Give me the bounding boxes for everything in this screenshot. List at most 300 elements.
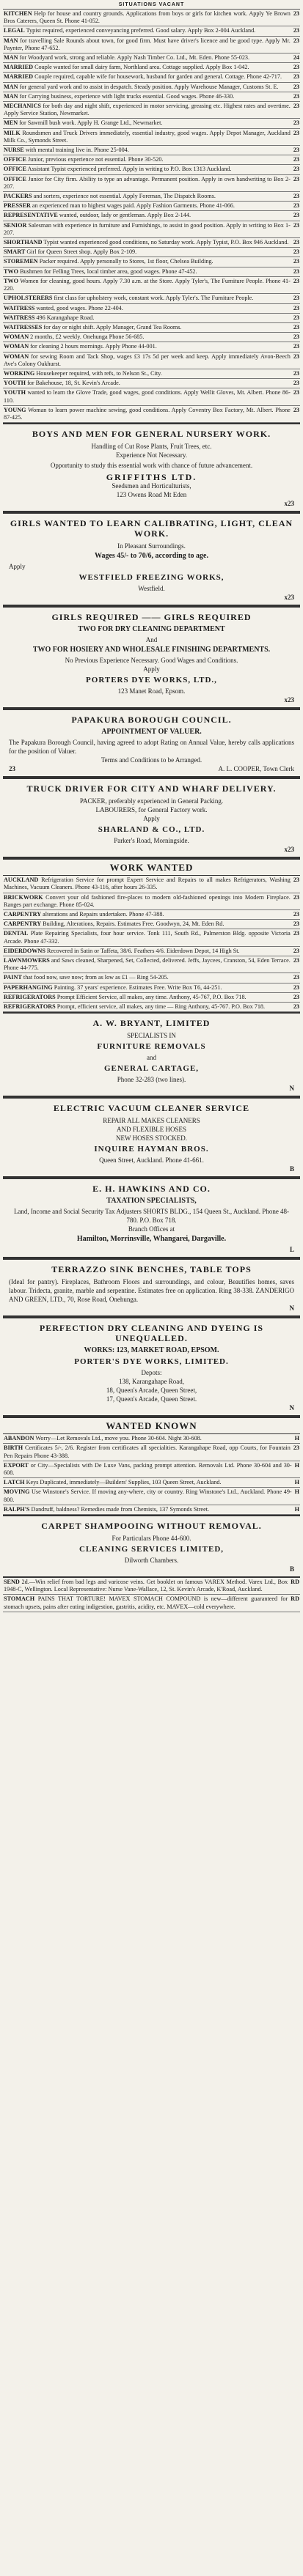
ad-vacuum-line-1: REPAIR ALL MAKES CLEANERS	[103, 1117, 200, 1125]
entry-text: 496 Karangahape Road.	[36, 314, 95, 321]
entry-ref: 23	[293, 92, 299, 100]
wanted-known-list	[3, 1434, 300, 1515]
ad-nursery-address: 123 Owens Road Mt Eden	[116, 491, 187, 499]
ad-porters-firm: PORTER'S DYE WORKS, LIMITED.	[74, 1357, 229, 1367]
ad-carpet-ref: B	[289, 1565, 294, 1573]
list-item	[3, 129, 300, 146]
ad-calibrating	[3, 512, 300, 606]
list-item	[3, 37, 300, 53]
ad-calibrating-location: Westfield.	[138, 585, 165, 593]
ad-truck-ref: x23	[284, 846, 294, 854]
entry-keyword: WOMAN	[4, 343, 29, 350]
ad-terrazzo	[3, 1258, 300, 1317]
list-item	[3, 211, 300, 221]
entry-keyword: SEND	[4, 1579, 20, 1586]
entry-ref: 23	[293, 353, 299, 360]
list-item	[3, 192, 300, 202]
ad-bryant	[3, 1012, 300, 1097]
entry-text: 2d.—Win relief from bad legs and varicose veins. Get booklet on famous VAREX Method. Varex Ltd., Box 1948-C, Wellington. Local Representative: Nurse Vane-Wallace, 12, St. Kevin's Arcade, K'Road, Auckland.	[4, 1579, 288, 1593]
entry-keyword: REPRESENTATIVE	[4, 212, 58, 219]
entry-keyword: MILK	[4, 129, 21, 136]
list-item	[3, 910, 300, 920]
list-item	[3, 257, 300, 267]
wanted-known-list-2	[3, 1578, 300, 1612]
entry-keyword: REFRIGERATORS	[4, 1003, 56, 1010]
list-item	[3, 146, 300, 155]
entry-text: for sewing Room and Tack Shop, wages £3 17s 5d per week and keep. Apply immediately Avon-Beech Ave's Colony Oakhurst.	[4, 353, 291, 367]
entry-text: wanted, good wages. Phone 22-404.	[36, 304, 123, 311]
list-item	[3, 1478, 300, 1488]
situations-vacant-list	[3, 10, 300, 423]
entry-text: for Carrying business, experience with light trucks essential. Good wages. Phone 46-330.	[19, 92, 235, 100]
ad-bryant-ref: N	[289, 1085, 294, 1093]
ad-porters-depot-3: 17, Queen's Arcade, Queen Street.	[106, 1395, 197, 1403]
entry-text: alterations and Repairs undertaken. Phone 47-388.	[43, 910, 164, 918]
entry-ref: H	[294, 1435, 299, 1442]
entry-keyword: SHORTHAND	[4, 239, 43, 246]
entry-ref: 24	[293, 54, 299, 62]
list-item	[3, 379, 300, 388]
ad-papakura-signed: A. L. COOPER,	[218, 765, 262, 773]
list-item	[3, 342, 300, 352]
ad-dry-clean-line-1: TWO FOR DRY CLEANING DEPARTMENT	[78, 625, 225, 634]
entry-text: Prompt, efficient service, all makes, any time — Ring Anthony, 45-767. P.O. Box 718.	[56, 1003, 266, 1010]
entry-keyword: MAN	[4, 54, 18, 62]
list-item	[3, 388, 300, 405]
list-item	[3, 983, 300, 993]
list-item	[3, 26, 300, 36]
entry-keyword: BIRTH	[4, 1444, 23, 1452]
list-item	[3, 353, 300, 369]
entry-ref: 23	[293, 202, 299, 210]
ad-truck	[3, 778, 300, 858]
entry-ref: H	[294, 1461, 299, 1469]
list-item	[3, 947, 300, 956]
ad-dry-clean-address: 123 Manet Road, Epsom.	[117, 687, 186, 695]
entry-keyword: UPHOLSTERERS	[4, 295, 53, 302]
list-item	[3, 248, 300, 257]
ad-nursery-body: Opportunity to study this essential work with chance of future advancement.	[50, 462, 253, 470]
entry-keyword: DENTAL	[4, 930, 29, 937]
entry-ref: 23	[293, 267, 299, 275]
ad-vacuum-line-3: NEW HOSES STOCKED.	[116, 1134, 187, 1143]
list-item	[3, 202, 300, 211]
entry-text: Woman to learn power machine sewing, good conditions. Apply Coventry Box Factory, Mt. Albert. Phone 87-425.	[4, 406, 291, 421]
entry-text: that food now, save now; from as low as £1 — Ring 54-205.	[23, 974, 169, 981]
entry-ref: 23	[293, 103, 299, 110]
ad-hawkins-title: E. H. HAWKINS AND CO.	[92, 1184, 211, 1195]
entry-keyword: MAN	[4, 37, 18, 44]
entry-ref: 23	[293, 119, 299, 127]
entry-keyword: KITCHEN	[4, 10, 32, 17]
entry-keyword: SENIOR	[4, 221, 27, 229]
entry-keyword: WAITRESS	[4, 304, 35, 311]
list-item	[3, 267, 300, 277]
ad-hawkins-branches: Branch Offices at	[128, 1225, 175, 1233]
entry-keyword: REFRIGERATORS	[4, 993, 56, 1000]
entry-ref: 23	[293, 389, 299, 396]
list-item	[3, 876, 300, 893]
entry-text: Plate Repairing Specialists, four hour service. Tonk 111, South Rd., Palmerston Bldg. opposite Victoria Arcade. Phone 47-332.	[4, 930, 291, 945]
entry-keyword: STOMACH	[4, 1595, 35, 1603]
entry-keyword: WAITRESS	[4, 314, 35, 321]
entry-text: for Woodyard work, strong and reliable. Apply Nash Timber Co. Ltd., Mt. Eden. Phone 55-023.	[19, 54, 250, 62]
entry-keyword: MOVING	[4, 1488, 30, 1496]
ad-nursery-ref: x23	[284, 500, 294, 508]
ad-hawkins	[3, 1178, 300, 1258]
entry-text: Assistant Typist experienced preferred. Apply in writing to P.O. Box 1313 Auckland.	[27, 166, 232, 173]
entry-text: wanted to learn the Glove Trade, good wages, good conditions. Apply Wellit Gloves, Mt. Albert. Phone 86-110.	[4, 389, 291, 404]
list-item	[3, 1595, 300, 1612]
list-item	[3, 175, 300, 192]
entry-text: for general yard work and to assist in despatch. Steady position. Apply Warehouse Manager, Customs St. E.	[19, 83, 279, 90]
entry-ref: 23	[293, 343, 299, 350]
list-item	[3, 10, 300, 26]
entry-keyword: EXPORT	[4, 1461, 29, 1469]
entry-text: first class for upholstery work, constant work. Apply Tyler's. The Furniture People.	[54, 295, 254, 302]
list-item	[3, 119, 300, 128]
entry-text: Refrigeration Service for prompt Expert Service and Repairs to all makes Refrigerators, Washing Machines, Vacuum Cleaners. Phone 43-116, after hours 26-335.	[4, 876, 291, 891]
entry-keyword: WAITRESSES	[4, 323, 43, 331]
list-item	[3, 323, 300, 333]
ad-papakura-sub: APPOINTMENT OF VALUER.	[101, 728, 202, 737]
ad-porters-depots-label: Depots:	[141, 1369, 162, 1377]
entry-keyword: PRESSER	[4, 202, 31, 210]
ad-bryant-title: A. W. BRYANT, LIMITED	[92, 1018, 211, 1029]
ad-terrazzo-title: TERRAZZO SINK BENCHES, TABLE TOPS	[51, 1264, 252, 1275]
list-item	[3, 929, 300, 946]
entry-text: Painting. 37 years' experience. Estimates Free. Write Box T6, 44-251.	[54, 983, 222, 991]
ad-vacuum-title: ELECTRIC VACUUM CLEANER SERVICE	[53, 1103, 250, 1114]
page-header	[3, 0, 300, 10]
work-wanted-list	[3, 876, 300, 1012]
entry-text: Girl for Queen Street shop. Apply Box 2-109.	[26, 248, 137, 256]
ad-bryant-phone: Phone 32-283 (two lines).	[117, 1076, 186, 1084]
ad-truck-firm: SHARLAND & CO., LTD.	[98, 825, 205, 835]
ad-papakura	[3, 709, 300, 778]
ad-papakura-title: PAPAKURA BOROUGH COUNCIL.	[71, 715, 232, 726]
list-item	[3, 1444, 300, 1461]
ad-porters-depot-2: 18, Queen's Arcade, Queen Street,	[106, 1387, 197, 1395]
entry-keyword: YOUNG	[4, 406, 26, 413]
entry-keyword: PAPERHANGING	[4, 983, 53, 991]
ad-truck-labourers: LABOURERS, for General Factory work.	[95, 806, 208, 814]
ad-hawkins-sub: TAXATION SPECIALISTS,	[106, 1197, 197, 1206]
ad-truck-address: Parker's Road, Morningside.	[114, 837, 189, 845]
ad-dry-clean-line-2: TWO FOR HOSIERY AND WHOLESALE FINISHING DEPARTMENTS.	[32, 646, 271, 654]
ad-dry-clean-apply: Apply	[143, 665, 160, 673]
entry-ref: 23	[293, 166, 299, 173]
entry-ref: 23	[293, 258, 299, 265]
list-item	[3, 369, 300, 379]
entry-keyword: PAINT	[4, 974, 22, 981]
entry-ref: 23	[293, 956, 299, 964]
entry-keyword: STOREMEN	[4, 258, 38, 265]
ad-dry-clean-ref: x23	[284, 696, 294, 704]
entry-text: Couple wanted for small dairy farm, Northland area. Cottage supplied. Apply Box 1-042.	[34, 64, 249, 71]
ad-dry-clean-title: GIRLS REQUIRED —— GIRLS REQUIRED	[51, 612, 252, 623]
ad-dry-clean-and: And	[145, 636, 158, 644]
ad-nursery-line-2: Experience Not Necessary.	[115, 451, 188, 460]
entry-ref: 23	[293, 83, 299, 90]
entry-keyword: ABANDON	[4, 1435, 34, 1442]
entry-keyword: PACKERS	[4, 193, 32, 200]
list-item	[3, 314, 300, 323]
entry-text: Junior, previous experience not essential. Phone 30-520.	[27, 156, 164, 163]
entry-ref: 23	[293, 10, 299, 17]
entry-ref: 23	[293, 920, 299, 928]
entry-text: Prompt Efficient Service, all makes, any time. Anthony, 45-767, P.O. Box 718.	[56, 993, 247, 1000]
entry-keyword: OFFICE	[4, 175, 26, 182]
list-item	[3, 238, 300, 248]
list-item	[3, 920, 300, 929]
entry-text: Housekeeper required, with refs, to Nelson St., City.	[36, 369, 162, 377]
entry-ref: H	[294, 1479, 299, 1486]
entry-ref: H	[294, 1488, 299, 1496]
list-item	[3, 165, 300, 174]
entry-text: Use Winstone's Service. If moving any-where, city or country. Ring Winstone's Ltd., Auckland. Phone 49-800.	[4, 1488, 292, 1503]
entry-ref: 23	[293, 380, 299, 387]
ad-calibrating-sub: In Pleasant Surroundings.	[117, 542, 186, 550]
entry-keyword: MARRIED	[4, 73, 34, 81]
list-item	[3, 973, 300, 983]
entry-ref: 23	[293, 156, 299, 163]
entry-ref: 23	[293, 1003, 299, 1010]
entry-keyword: YOUTH	[4, 380, 26, 387]
list-item	[3, 1461, 300, 1478]
entry-keyword: OFFICE	[4, 166, 26, 173]
list-item	[3, 83, 300, 92]
entry-ref: 23	[293, 129, 299, 136]
list-item	[3, 221, 300, 238]
entry-ref: RD	[291, 1579, 299, 1586]
list-item	[3, 53, 300, 63]
ad-bryant-line-3: GENERAL CARTAGE,	[103, 1064, 200, 1074]
ad-nursery-title: BOYS AND MEN FOR GENERAL NURSERY WORK.	[32, 429, 271, 440]
entry-keyword: MAN	[4, 83, 18, 90]
ad-bryant-and: and	[147, 1054, 156, 1062]
list-item	[3, 1003, 300, 1012]
entry-ref: 23	[293, 930, 299, 937]
entry-keyword: WOMAN	[4, 333, 29, 341]
list-item	[3, 294, 300, 303]
ad-truck-apply: Apply	[143, 815, 160, 823]
entry-ref: 23	[293, 910, 299, 918]
entry-ref: 23	[293, 974, 299, 981]
list-item	[3, 155, 300, 165]
entry-text: Worry—Let Removals Ltd., move you. Phone 30-604. Night 30-608.	[35, 1435, 202, 1442]
entry-ref: 23	[293, 37, 299, 44]
entry-text: with mental training live in. Phone 25-004.	[25, 147, 129, 154]
entry-keyword: EIDERDOWNS	[4, 947, 45, 954]
ad-papakura-signed-role: Town Clerk	[263, 765, 294, 773]
ad-terrazzo-ref: N	[289, 1304, 294, 1313]
ad-bryant-line-2: FURNITURE REMOVALS	[97, 1042, 206, 1052]
entry-keyword: LATCH	[4, 1479, 25, 1486]
entry-ref: 23	[293, 73, 299, 81]
entry-keyword: BRICKWORK	[4, 893, 43, 901]
entry-keyword: TWO	[4, 277, 19, 284]
ad-papakura-terms: Terms and Conditions to be Arranged.	[101, 756, 202, 764]
ad-vacuum-address: Queen Street, Auckland. Phone 41-661.	[99, 1156, 204, 1165]
entry-text: Bushmen for Felling Trees, local timber area, good wages. Phone 47-452.	[20, 267, 197, 275]
ad-calibrating-firm: WESTFIELD FREEZING WORKS,	[79, 573, 224, 583]
entry-text: Keys Duplicated, immediately—Builders' Supplies, 103 Queen Street, Auckland.	[26, 1479, 222, 1486]
entry-ref: 23	[293, 239, 299, 246]
ad-dry-clean	[3, 606, 300, 709]
entry-text: and sorters, experience not essential. Apply Foreman, The Dispatch Rooms.	[33, 193, 216, 200]
entry-text: Help for house and country grounds. Applications from boys or girls for kitchen work. Apply Ye Brown Bros Caterers, Queen St. Phone 41-052.	[4, 10, 291, 25]
ad-porters	[3, 1317, 300, 1417]
ad-porters-ref: N	[289, 1404, 294, 1412]
entry-keyword: YOUTH	[4, 389, 26, 396]
list-item	[3, 277, 300, 294]
ad-carpet-firm: CLEANING SERVICES LIMITED,	[79, 1545, 224, 1554]
entry-text: Convert your old fashioned fire-places to modern old-fashioned openings into Modern Fireplace. Ranges part exchange. Phone 85-024.	[4, 893, 291, 908]
entry-ref: 23	[293, 314, 299, 321]
entry-text: for travelling Sale Rounds about town, for good firm. Must have driver's licence and be good type. Apply Mr. Paynter, Phone 47-652.	[4, 37, 291, 51]
entry-keyword: MEN	[4, 119, 18, 127]
entry-ref: 23	[293, 1444, 299, 1452]
entry-keyword: AUCKLAND	[4, 876, 39, 884]
entry-keyword: RALPH'S	[4, 1505, 30, 1513]
ad-carpet-title: CARPET SHAMPOOING WITHOUT REMOVAL.	[41, 1521, 262, 1532]
entry-text: PAINS THAT TORTURE! MAVEX STOMACH COMPOUND is new—different guaranteed for stomach upsets, pains after eating indigestion, gastritis, acidity, etc. MAVEX—cold everywhere.	[4, 1595, 288, 1610]
entry-keyword: LEGAL	[4, 27, 25, 34]
entry-ref: RD	[291, 1595, 299, 1603]
ad-dry-clean-firm: PORTERS DYE WORKS, LTD.,	[86, 676, 217, 685]
entry-keyword: WORKING	[4, 369, 35, 377]
ad-calibrating-ref: x23	[284, 594, 294, 602]
list-item	[3, 102, 300, 119]
ad-calibrating-title: GIRLS WANTED TO LEARN CALIBRATING, LIGHT, CLEAN WORK.	[10, 518, 293, 539]
entry-text: an experienced man to highest wages paid. Apply Fashion Garments. Phone 41-066.	[32, 202, 235, 210]
entry-ref: 23	[293, 175, 299, 182]
entry-ref: 23	[293, 277, 299, 284]
entry-ref: 23	[293, 212, 299, 219]
list-item	[3, 73, 300, 82]
ad-papakura-ref: 23	[9, 765, 15, 773]
ad-carpet-phone: For Particulars Phone 44-600.	[112, 1535, 191, 1543]
ad-vacuum-ref: B	[289, 1165, 294, 1173]
list-item	[3, 893, 300, 910]
ad-porters-works: WORKS: 123, MARKET ROAD, EPSOM.	[84, 1346, 219, 1355]
entry-ref: 23	[293, 947, 299, 954]
list-item	[3, 1488, 300, 1505]
ad-carpet-address: Dilworth Chambers.	[124, 1557, 179, 1565]
ad-truck-packer: PACKER, preferably experienced in General Packing.	[79, 797, 224, 805]
entry-ref: H	[294, 1505, 299, 1513]
entry-ref: 23	[293, 295, 299, 302]
ad-calibrating-apply: Apply	[9, 563, 26, 571]
list-item	[3, 1578, 300, 1595]
list-item	[3, 993, 300, 1003]
entry-ref: 23	[293, 993, 299, 1000]
ad-hawkins-places: Hamilton, Morrinsville, Whangarei, Dargaville.	[76, 1235, 227, 1244]
entry-text: wanted, outdoor, lady or gentleman. Apply Box 2-144.	[59, 212, 191, 219]
entry-text: Certificates 5/-, 2/6. Register from certificates all specialities. Karangahape Road, opp Courts, for Fountain Pen Repairs Phone 43-388.	[4, 1444, 291, 1459]
entry-text: Couple required, capable wife for housework, husband for garden and general. Cottage. Phone 42-717.	[34, 73, 282, 81]
entry-keyword: LAWNMOWERS	[4, 956, 50, 964]
entry-text: Recovered in Satin or Taffeta, 38/6. Feathers 4/6. Eiderdown Depot, 14 High St.	[46, 947, 240, 954]
entry-ref: 23	[293, 304, 299, 311]
list-item	[3, 1434, 300, 1444]
entry-ref: 23	[293, 369, 299, 377]
ad-hawkins-ref: L	[289, 1246, 294, 1254]
ad-truck-title: TRUCK DRIVER FOR CITY AND WHARF DELIVERY.	[26, 783, 277, 794]
entry-keyword: CARPENTRY	[4, 920, 42, 928]
list-item	[3, 1505, 300, 1515]
ad-bryant-line-1: SPECIALISTS IN	[127, 1032, 176, 1040]
header-center: SITUATIONS VACANT	[118, 2, 185, 7]
list-item	[3, 956, 300, 973]
entry-ref: 23	[293, 893, 299, 901]
entry-ref: 23	[293, 147, 299, 154]
entry-text: Salesman with experience in furniture and Furnishings, to assist in good position. Apply in writing to Box 1-207.	[4, 221, 291, 236]
list-item	[3, 406, 300, 423]
ad-nursery-firm: GRIFFITHS LTD.	[106, 472, 197, 483]
entry-keyword: NURSE	[4, 147, 24, 154]
entry-ref: 23	[293, 193, 299, 200]
entry-ref: 23	[293, 323, 299, 331]
entry-keyword: TWO	[4, 267, 19, 275]
section-work-wanted-heading: WORK WANTED	[3, 858, 300, 876]
entry-ref: 23	[293, 406, 299, 413]
entry-keyword: MARRIED	[4, 64, 34, 71]
ad-vacuum-line-2: AND FLEXIBLE HOSES	[116, 1126, 186, 1134]
entry-keyword: CARPENTRY	[4, 910, 42, 918]
entry-text: for day or night shift. Apply Manager, Grand Tea Rooms.	[43, 323, 182, 331]
entry-ref: 23	[293, 876, 299, 884]
ad-papakura-body: The Papakura Borough Council, having agreed to adopt Rating on Annual Value, hereby calls applications for the position of Valuer.	[9, 739, 294, 756]
list-item	[3, 304, 300, 314]
entry-keyword: MECHANICS	[4, 103, 41, 110]
section-wanted-known-heading: WANTED KNOWN	[3, 1417, 300, 1434]
ad-carpet	[3, 1515, 300, 1578]
entry-keyword: WOMAN	[4, 353, 29, 360]
entry-ref: 23	[293, 333, 299, 341]
ad-nursery-firm-desc: Seedsmen and Horticulturists,	[112, 482, 191, 490]
entry-text: and Saws cleaned, Sharpened, Set, Collected, delivered. Jeffs, Jaycees, Cranston, 54, Eden Terrace. Phone 44-775.	[4, 956, 291, 972]
entry-keyword: SMART	[4, 248, 26, 256]
ad-nursery	[3, 423, 300, 512]
entry-text: Typist wanted experienced good conditions, no Saturday work. Apply Typist, P.O. Box 946 Auckland.	[43, 239, 289, 246]
ad-porters-depot-1: 138, Karangahape Road,	[119, 1378, 184, 1386]
entry-text: Packer required. Apply personally to Stores, 1st floor, Chelsea Building.	[39, 258, 213, 265]
entry-text: Roundsmen and Truck Drivers immediately, essential industry, good wages. Apply Depot Manager, Auckland Milk Co., Symonds Street.	[4, 129, 291, 144]
ad-hawkins-body: Land, Income and Social Security Tax Adjusters SHORTS BLDG., 154 Queen St., Auckland. Phone 48-780. P.O. Box 718.	[13, 1208, 290, 1225]
entry-text: 2 months, £2 weekly. Onehunga Phone 56-685.	[30, 333, 145, 341]
entry-text: Typist required, experienced conveyancing preferred. Good salary. Apply Box 2-004 Auckland.	[26, 27, 256, 34]
entry-text: Dandruff, baldness? Remedies made from Chemists, 137 Symonds Street.	[31, 1505, 210, 1513]
entry-ref: 23	[293, 27, 299, 34]
ad-nursery-line-1: Handling of Cut Rose Plants, Fruit Trees, etc.	[91, 443, 212, 451]
list-item	[3, 92, 300, 102]
ad-calibrating-wages: Wages 45/- to 70/6, according to age.	[95, 552, 208, 561]
entry-text: for cleaning 2 hours mornings. Apply Phone 44-001.	[30, 343, 157, 350]
ad-dry-clean-note: No Previous Experience Necessary. Good Wages and Conditions.	[65, 657, 238, 665]
entry-text: Women for cleaning, good hours. Apply 7.30 a.m. at the Store. Apply Tyler's, The Furniture People. Phone 41-220.	[4, 277, 291, 292]
entry-text: Building, Alterations, Repairs. Estimates Free. Goodwyn, 24, Mt. Eden Rd.	[43, 920, 224, 928]
entry-text: Junior for City firm. Ability to type an advantage. Permanent position. Apply in own handwriting to Box 2-207.	[4, 175, 291, 190]
entry-keyword: MAN	[4, 92, 18, 100]
entry-ref: 23	[293, 248, 299, 256]
entry-text: for both day and night shift, experienced in motor servicing, greasing etc. Highest rates and overtime. Apply Service Station, Newmarket.	[4, 103, 291, 117]
entry-ref: 23	[293, 64, 299, 71]
entry-text: for Bakehouse, 18, St. Kevin's Arcade.	[27, 380, 120, 387]
entry-text: or City—Specialists with De Luxe Vans, packing prompt attention. Removals Ltd. Phone 30-604 and 30-608.	[4, 1461, 292, 1476]
ad-vacuum-inquire: INQUIRE HAYMAN BROS.	[94, 1145, 209, 1154]
